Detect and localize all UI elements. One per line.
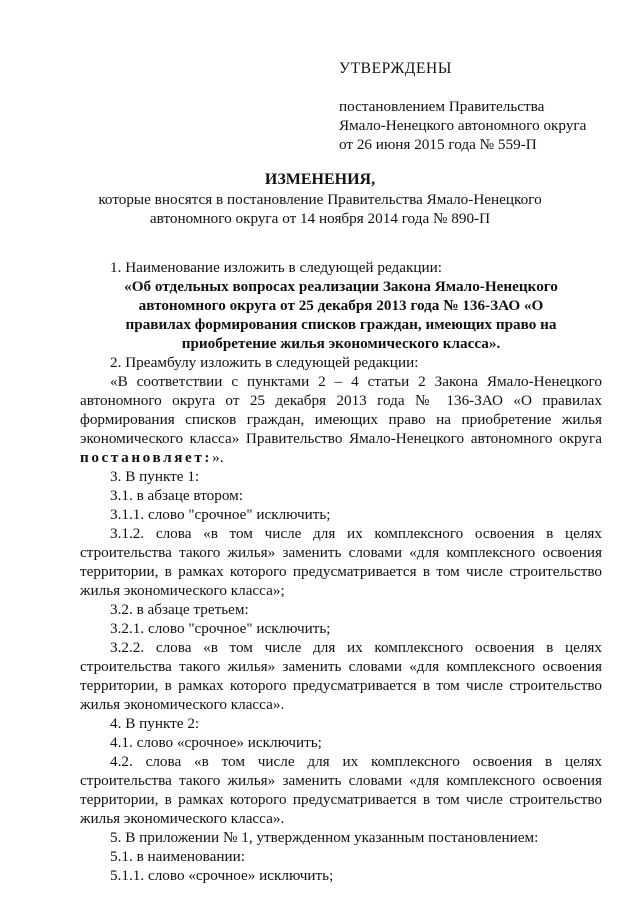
approval-block [339, 59, 619, 154]
item-2-preamble [80, 372, 602, 467]
item-1: 1. Наименование изложить в следующей редакции: [110, 259, 442, 276]
item-3-2-1: 3.2.1. слово "срочное" исключить; [110, 620, 331, 637]
item-3: 3. В пункте 1: [110, 468, 200, 485]
item-4-2: 4.2. слова «в том числе для их комплексного освоения в целях строительства такого жилья» заменить словами «для комплексного освоения территории, в рамках которого предусматривается в том числе строительство жилья экономического класса». [80, 753, 602, 827]
item-5: 5. В приложении № 1, утвержденном указанным постановлением: [110, 829, 539, 846]
item-1-new-title: «Об отдельных вопросах реализации Закона Ямало-Ненецкого автономного округа от 25 декабря 2013 года № 136-ЗАО «О правилах формирования списков граждан, имеющих право на приобретение жилья экономического класса». [124, 278, 558, 352]
item-3-1: 3.1. в абзаце втором: [110, 487, 243, 504]
approval-line-2: Ямало-Ненецкого автономного округа [339, 117, 587, 134]
item-3-2: 3.2. в абзаце третьем: [110, 601, 249, 618]
item-5-1: 5.1. в наименовании: [110, 848, 245, 865]
item-5-1-1: 5.1.1. слово «срочное» исключить; [110, 867, 334, 884]
item-2-preamble-end: ». [212, 449, 224, 466]
document-title: ИЗМЕНЕНИЯ, [264, 171, 376, 188]
document-title-block [80, 170, 560, 228]
approval-line-3: от 26 июня 2015 года № 559-П [339, 136, 537, 153]
item-3-1-1: 3.1.1. слово "срочное" исключить; [110, 506, 331, 523]
approval-line-1: постановлением Правительства [339, 98, 545, 115]
item-4: 4. В пункте 2: [110, 715, 200, 732]
document-subtitle-1: которые вносятся в постановление Правительства Ямало-Ненецкого [98, 191, 542, 208]
item-3-1-2: 3.1.2. слова «в том числе для их комплексного освоения в целях строительства такого жилья» заменить словами «для комплексного освоения территории, в рамках которого предусматривается в том числе строительство жилья экономического класса»; [80, 525, 602, 599]
item-3-2-2: 3.2.2. слова «в том числе для их комплексного освоения в целях строительства такого жилья» заменить словами «для комплексного освоения территории, в рамках которого предусматривается в том числе строительство жилья экономического класса». [80, 639, 602, 713]
item-2: 2. Преамбулу изложить в следующей редакции: [110, 354, 419, 371]
item-2-preamble-text: «В соответствии с пунктами 2 – 4 статьи 2 Закона Ямало-Ненецкого автономного округа от 25 декабря 2013 года № 136-ЗАО «О правилах формирования списков граждан, имеющих право на приобретение жилья экономического класса» Правительство Ямало-Ненецкого автономного округа [80, 373, 602, 447]
document-subtitle-2: автономного округа от 14 ноября 2014 года № 890-П [149, 210, 491, 227]
item-4-1: 4.1. слово «срочное» исключить; [110, 734, 322, 751]
approval-heading: УТВЕРЖДЕНЫ [339, 60, 452, 77]
document-body [80, 258, 602, 885]
item-2-spaced-word: постановляет: [80, 449, 213, 466]
